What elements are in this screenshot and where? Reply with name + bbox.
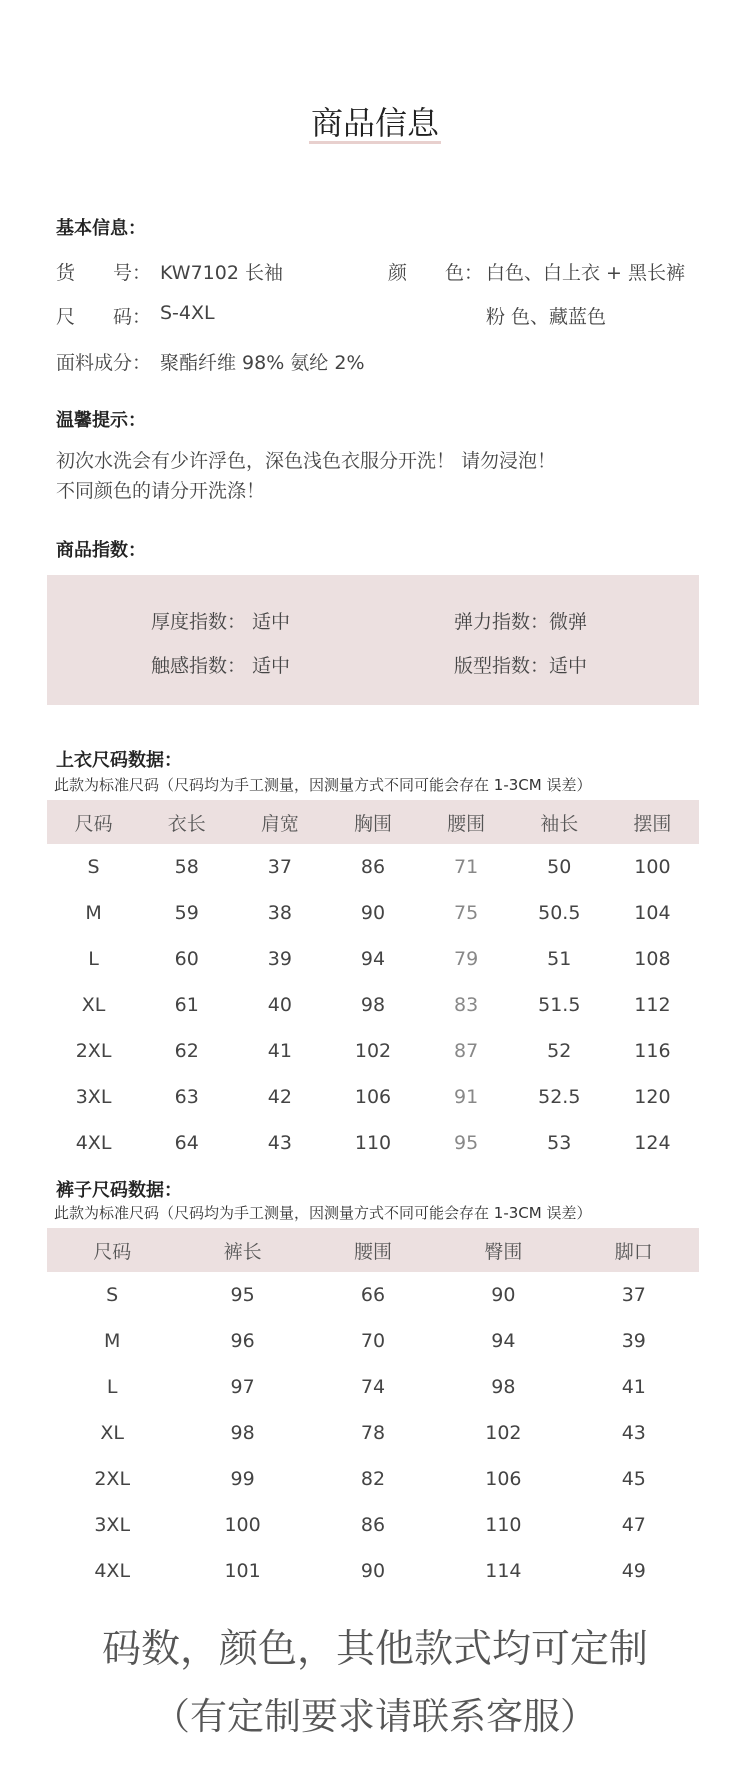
table-cell: L	[106, 1376, 118, 1398]
column-header: 尺码	[93, 1240, 132, 1263]
table-row	[47, 1074, 699, 1120]
table-cell: 97	[230, 1376, 255, 1398]
table-cell: 110	[485, 1514, 522, 1536]
table-row	[47, 1456, 699, 1502]
elasticity-index: 弹力指数：微弹	[454, 611, 588, 633]
table-cell: 3XL	[75, 1086, 112, 1108]
customization-note: 码数，颜色，其他款式均可定制	[101, 1627, 648, 1672]
table-cell: 99	[230, 1468, 255, 1490]
table-cell: 98	[360, 994, 386, 1016]
table-cell: 2XL	[94, 1468, 131, 1490]
table-cell: 2XL	[75, 1040, 112, 1062]
table-cell: 39	[621, 1330, 646, 1352]
table-cell: 102	[354, 1040, 392, 1062]
table-row	[47, 844, 699, 890]
tips-heading: 温馨提示：	[56, 410, 146, 431]
table-cell: 59	[174, 902, 199, 924]
top-size-note: 此款为标准尺码（尺码均为手工测量，因测量方式不同可能会存在 1-3CM 误差）	[54, 776, 592, 794]
table-cell: XL	[81, 994, 106, 1016]
page-title: 商品信息	[310, 104, 439, 142]
table-cell: 71	[454, 856, 479, 878]
table-header-row	[47, 800, 699, 844]
color-label: 颜 色：	[388, 262, 484, 284]
table-cell: 79	[454, 948, 479, 970]
column-header: 摆围	[633, 812, 672, 835]
table-cell: M	[103, 1330, 121, 1352]
table-cell: 52	[547, 1040, 572, 1062]
table-cell: 52.5	[538, 1086, 581, 1108]
table-cell: S	[87, 856, 100, 878]
table-cell: 101	[224, 1560, 261, 1582]
table-cell: 39	[267, 948, 292, 970]
table-cell: 78	[360, 1422, 386, 1444]
table-row	[47, 1120, 699, 1166]
tips-line-2: 不同颜色的请分开洗涤！	[56, 480, 266, 502]
table-cell: 90	[360, 1560, 386, 1582]
size-label: 尺 码：	[56, 306, 152, 328]
table-cell: 96	[230, 1330, 255, 1352]
table-row	[47, 1364, 699, 1410]
basic-info-heading: 基本信息：	[56, 218, 146, 239]
table-cell: S	[106, 1284, 119, 1306]
fabric-value: 聚酯纤维 98% 氨纶 2%	[160, 352, 365, 374]
table-cell: 114	[485, 1560, 522, 1582]
table-cell: 4XL	[94, 1560, 131, 1582]
table-cell: 102	[485, 1422, 522, 1444]
table-cell: 95	[454, 1132, 479, 1154]
column-header: 裤长	[223, 1240, 262, 1263]
index-heading: 商品指数：	[56, 540, 146, 561]
table-cell: XL	[100, 1422, 124, 1444]
table-cell: 42	[267, 1086, 292, 1108]
table-cell: 63	[174, 1086, 199, 1108]
pants-size-heading: 裤子尺码数据：	[56, 1180, 182, 1201]
column-header: 脚口	[614, 1240, 653, 1263]
table-cell: 3XL	[94, 1514, 131, 1536]
table-cell: 100	[634, 856, 671, 878]
table-cell: 95	[230, 1284, 255, 1306]
table-cell: 106	[485, 1468, 522, 1490]
table-cell: 100	[224, 1514, 261, 1536]
table-cell: 106	[354, 1086, 392, 1108]
table-cell: 87	[454, 1040, 479, 1062]
table-cell: 43	[621, 1422, 646, 1444]
table-cell: 50.5	[538, 902, 581, 924]
item-no-label: 货 号：	[56, 262, 152, 284]
table-cell: 75	[454, 902, 479, 924]
column-header: 尺码	[74, 812, 113, 835]
table-cell: 98	[230, 1422, 255, 1444]
table-cell: 50	[547, 856, 572, 878]
table-cell: 83	[454, 994, 479, 1016]
column-header: 袖长	[540, 812, 579, 835]
index-panel	[47, 575, 699, 705]
table-cell: 94	[360, 948, 386, 970]
table-row	[47, 982, 699, 1028]
table-cell: 60	[174, 948, 199, 970]
table-cell: 41	[267, 1040, 292, 1062]
table-row	[47, 890, 699, 936]
touch-index: 触感指数： 适中	[151, 655, 291, 677]
table-cell: 110	[354, 1132, 392, 1154]
table-cell: 47	[621, 1514, 646, 1536]
table-cell: 120	[634, 1086, 671, 1108]
table-cell: 66	[360, 1284, 386, 1306]
table-header-row	[47, 1228, 699, 1272]
column-header: 臀围	[484, 1240, 523, 1263]
table-cell: 49	[621, 1560, 646, 1582]
column-header: 腰围	[447, 812, 486, 835]
top-size-table	[47, 800, 699, 1166]
fit-index: 版型指数：适中	[454, 655, 588, 677]
table-row	[47, 1410, 699, 1456]
table-cell: 90	[491, 1284, 516, 1306]
contact-service-note: （有定制要求请联系客服）	[153, 1695, 597, 1738]
table-cell: 51.5	[538, 994, 581, 1016]
table-cell: 70	[360, 1330, 386, 1352]
table-cell: 86	[360, 1514, 386, 1536]
table-row	[47, 1272, 699, 1318]
fabric-label: 面料成分：	[56, 352, 152, 374]
table-cell: 116	[634, 1040, 671, 1062]
thickness-index: 厚度指数： 适中	[151, 611, 291, 633]
table-cell: M	[85, 902, 102, 924]
table-cell: 94	[491, 1330, 516, 1352]
table-cell: 58	[174, 856, 199, 878]
table-cell: 112	[634, 994, 671, 1016]
table-cell: L	[88, 948, 99, 970]
table-row	[47, 1318, 699, 1364]
table-row	[47, 1502, 699, 1548]
table-cell: 98	[491, 1376, 516, 1398]
size-value: S-4XL	[160, 302, 215, 324]
table-cell: 108	[634, 948, 671, 970]
table-cell: 90	[360, 902, 386, 924]
table-cell: 61	[174, 994, 199, 1016]
table-row	[47, 1548, 699, 1594]
table-cell: 64	[174, 1132, 199, 1154]
table-cell: 104	[634, 902, 671, 924]
table-cell: 37	[267, 856, 292, 878]
table-cell: 40	[267, 994, 292, 1016]
column-header: 胸围	[353, 812, 392, 835]
table-cell: 37	[621, 1284, 646, 1306]
table-cell: 91	[454, 1086, 479, 1108]
table-cell: 62	[174, 1040, 199, 1062]
tips-line-1: 初次水洗会有少许浮色，深色浅色衣服分开洗！ 请勿浸泡！	[56, 450, 557, 472]
table-cell: 53	[547, 1132, 572, 1154]
table-row	[47, 1028, 699, 1074]
item-no-value: KW7102 长袖	[160, 262, 283, 284]
table-cell: 86	[360, 856, 386, 878]
table-row	[47, 936, 699, 982]
table-cell: 4XL	[75, 1132, 112, 1154]
color-value-2: 粉 色、藏蓝色	[486, 306, 607, 328]
table-cell: 45	[621, 1468, 646, 1490]
table-cell: 51	[547, 948, 572, 970]
pants-size-table	[47, 1228, 699, 1594]
color-value: 白色、白上衣 + 黑长裤	[486, 262, 685, 284]
column-header: 肩宽	[260, 812, 299, 835]
table-cell: 74	[360, 1376, 386, 1398]
table-cell: 41	[621, 1376, 646, 1398]
table-cell: 82	[360, 1468, 386, 1490]
table-cell: 124	[634, 1132, 671, 1154]
column-header: 衣长	[167, 812, 206, 835]
table-cell: 38	[267, 902, 292, 924]
column-header: 腰围	[353, 1240, 392, 1263]
table-cell: 43	[267, 1132, 292, 1154]
top-size-heading: 上衣尺码数据：	[56, 750, 182, 771]
pants-size-note: 此款为标准尺码（尺码均为手工测量，因测量方式不同可能会存在 1-3CM 误差）	[54, 1204, 592, 1222]
